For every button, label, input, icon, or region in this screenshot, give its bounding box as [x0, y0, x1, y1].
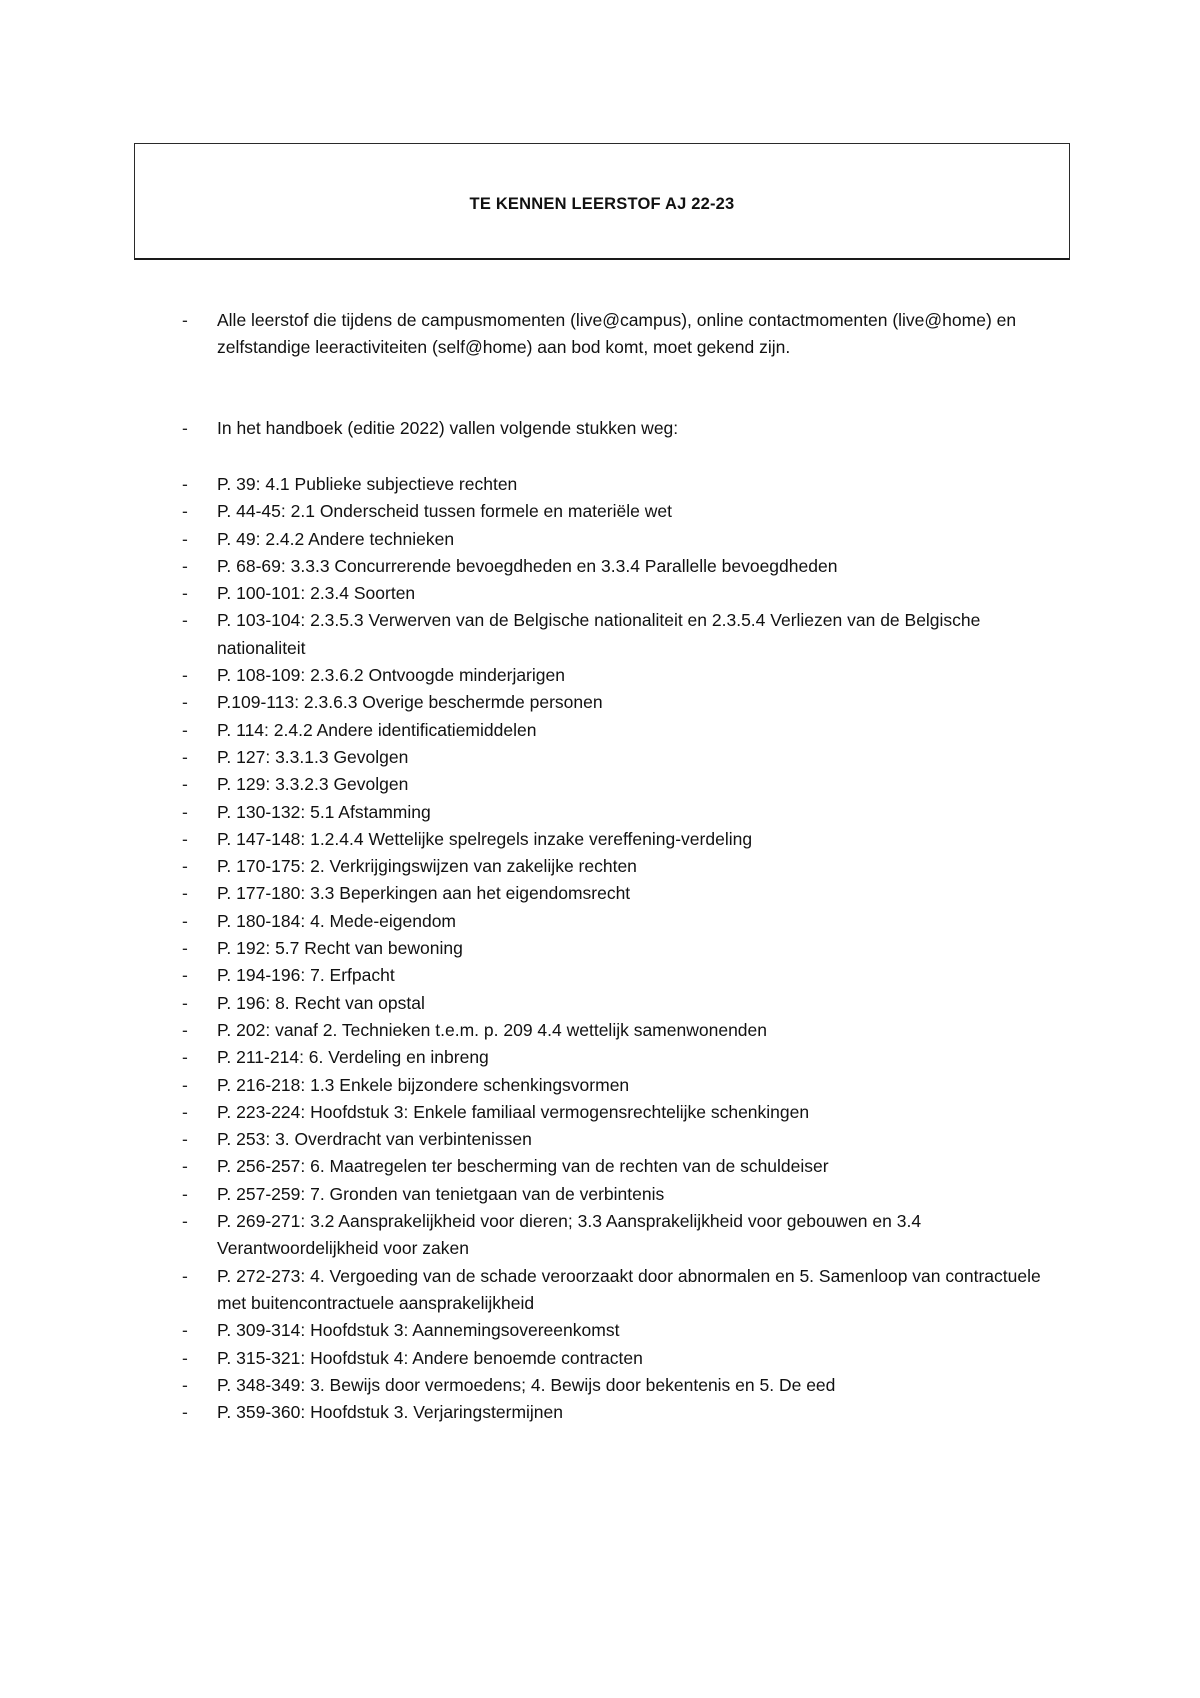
list-item: [182, 553, 1062, 580]
list-item: [182, 717, 1062, 744]
list-item-text: P. 359-360: Hoofdstuk 3. Verjaringstermijnen: [217, 1402, 563, 1423]
intro-list: [182, 307, 1062, 442]
list-item-text: P. 108-109: 2.3.6.2 Ontvoogde minderjarigen: [217, 665, 565, 686]
list-item: [182, 1099, 1062, 1126]
bullet-dash: -: [182, 1402, 188, 1423]
list-item-text: P. 196: 8. Recht van opstal: [217, 992, 425, 1013]
list-item: [182, 1044, 1062, 1071]
bullet-dash: -: [182, 528, 188, 549]
list-item-text: P. 129: 3.3.2.3 Gevolgen: [217, 774, 409, 795]
list-item: [182, 880, 1062, 907]
list-item-text: P. 257-259: 7. Gronden van tenietgaan van de verbintenis: [217, 1183, 665, 1204]
list-item-text: P. 44-45: 2.1 Onderscheid tussen formele en materiële wet: [217, 501, 672, 522]
bullet-dash: -: [182, 938, 188, 959]
bullet-dash: -: [182, 1347, 188, 1368]
list-item-text: P. 127: 3.3.1.3 Gevolgen: [217, 746, 409, 767]
list-item: [182, 853, 1062, 880]
list-item: [182, 962, 1062, 989]
list-item-text: P. 192: 5.7 Recht van bewoning: [217, 938, 463, 959]
document-title: TE KENNEN LEERSTOF AJ 22-23: [469, 194, 735, 213]
bullet-dash: -: [182, 310, 188, 330]
bullet-dash: -: [182, 719, 188, 740]
list-item-text: P. 315-321: Hoofdstuk 4: Andere benoemde contracten: [217, 1347, 643, 1368]
list-item-text: P. 223-224: Hoofdstuk 3: Enkele familiaal vermogensrechtelijke schenkingen: [217, 1101, 810, 1122]
bullet-dash: -: [182, 1129, 188, 1150]
bullet-dash: -: [182, 883, 188, 904]
bullet-dash: -: [182, 1265, 188, 1286]
list-item: [182, 935, 1062, 962]
title-box: [134, 143, 1070, 260]
intro-item-text: Alle leerstof die tijdens de campusmomenten (live@campus), online contactmomenten (live@home) en zelfstandige leeractiviteiten (self@home) aan bod komt, moet gekend zijn.: [217, 310, 1017, 357]
list-item-text: P.109-113: 2.3.6.3 Overige beschermde personen: [217, 692, 603, 713]
intro-item-text: In het handboek (editie 2022) vallen volgende stukken weg:: [217, 418, 679, 438]
list-item-text: P. 272-273: 4. Vergoeding van de schade veroorzaakt door abnormalen en 5. Samenloop van contractuele met buitencontractuele aansprakelijkheid: [217, 1265, 1041, 1313]
list-item: [182, 771, 1062, 798]
bullet-dash: -: [182, 583, 188, 604]
list-item: [182, 1072, 1062, 1099]
list-item-text: P. 269-271: 3.2 Aansprakelijkheid voor dieren; 3.3 Aansprakelijkheid voor gebouwen en 3.4 Verantwoordelijkheid voor zaken: [217, 1211, 922, 1259]
bullet-dash: -: [182, 801, 188, 822]
list-item-text: P. 309-314: Hoofdstuk 3: Aannemingsovereenkomst: [217, 1320, 620, 1341]
list-item: [182, 1372, 1062, 1399]
bullet-dash: -: [182, 474, 188, 494]
list-item: [182, 990, 1062, 1017]
list-item-text: P. 256-257: 6. Maatregelen ter bescherming van de rechten van de schuldeiser: [217, 1156, 829, 1177]
list-item-text: P. 49: 2.4.2 Andere technieken: [217, 528, 455, 549]
list-item: [182, 1263, 1062, 1318]
bullet-dash: -: [182, 1374, 188, 1395]
list-item: [182, 689, 1062, 716]
list-item-text: P. 114: 2.4.2 Andere identificatiemiddelen: [217, 719, 537, 740]
list-item-text: P. 177-180: 3.3 Beperkingen aan het eigendomsrecht: [217, 883, 631, 904]
list-item-text: P. 348-349: 3. Bewijs door vermoedens; 4. Bewijs door bekentenis en 5. De eed: [217, 1374, 836, 1395]
bullet-dash: -: [182, 992, 188, 1013]
list-item-text: P. 147-148: 1.2.4.4 Wettelijke spelregels inzake vereffening-verdeling: [217, 828, 753, 849]
bullet-dash: -: [182, 1047, 188, 1068]
bullet-dash: -: [182, 746, 188, 767]
bullet-dash: -: [182, 610, 188, 631]
bullet-dash: -: [182, 910, 188, 931]
bullet-dash: -: [182, 965, 188, 986]
bullet-dash: -: [182, 692, 188, 713]
list-item: [182, 1208, 1062, 1263]
list-item: [182, 1399, 1062, 1426]
list-item: [182, 1126, 1062, 1153]
bullet-dash: -: [182, 856, 188, 877]
bullet-dash: -: [182, 1320, 188, 1341]
bullet-dash: -: [182, 555, 188, 576]
list-item-text: P. 216-218: 1.3 Enkele bijzondere schenkingsvormen: [217, 1074, 630, 1095]
bullet-dash: -: [182, 774, 188, 795]
bullet-dash: -: [182, 1074, 188, 1095]
list-item: [182, 1153, 1062, 1180]
bullet-dash: -: [182, 1183, 188, 1204]
intro-item: [182, 415, 1062, 442]
list-item: [182, 744, 1062, 771]
bullet-dash: -: [182, 418, 188, 438]
list-item-text: P. 253: 3. Overdracht van verbintenissen: [217, 1129, 532, 1150]
removed-sections-list: [182, 471, 1062, 1426]
list-item: [182, 826, 1062, 853]
list-item-text: P. 211-214: 6. Verdeling en inbreng: [217, 1047, 489, 1068]
list-item: [182, 1317, 1062, 1344]
bullet-dash: -: [182, 1019, 188, 1040]
list-item-text: P. 68-69: 3.3.3 Concurrerende bevoegdheden en 3.3.4 Parallelle bevoegdheden: [217, 555, 838, 576]
list-item: [182, 607, 1062, 662]
list-item: [182, 1345, 1062, 1372]
bullet-dash: -: [182, 828, 188, 849]
list-item-text: P. 194-196: 7. Erfpacht: [217, 965, 395, 986]
list-item-text: P. 39: 4.1 Publieke subjectieve rechten: [217, 474, 518, 494]
list-item-text: P. 100-101: 2.3.4 Soorten: [217, 583, 416, 604]
intro-item: [182, 307, 1062, 361]
list-item: [182, 662, 1062, 689]
list-item-text: P. 130-132: 5.1 Afstamming: [217, 801, 431, 822]
list-item: [182, 908, 1062, 935]
bullet-dash: -: [182, 1211, 188, 1232]
list-item: [182, 580, 1062, 607]
list-item-text: P. 202: vanaf 2. Technieken t.e.m. p. 209 4.4 wettelijk samenwonenden: [217, 1019, 767, 1040]
bullet-dash: -: [182, 1156, 188, 1177]
list-item: [182, 498, 1062, 525]
bullet-dash: -: [182, 665, 188, 686]
list-item: [182, 799, 1062, 826]
list-item-text: P. 170-175: 2. Verkrijgingswijzen van zakelijke rechten: [217, 856, 637, 877]
bullet-dash: -: [182, 501, 188, 522]
bullet-dash: -: [182, 1101, 188, 1122]
list-item: [182, 471, 1062, 498]
list-item: [182, 1181, 1062, 1208]
list-item-text: P. 103-104: 2.3.5.3 Verwerven van de Belgische nationaliteit en 2.3.5.4 Verliezen van de Belgische nationaliteit: [217, 610, 981, 658]
list-item: [182, 526, 1062, 553]
list-item-text: P. 180-184: 4. Mede-eigendom: [217, 910, 457, 931]
list-item: [182, 1017, 1062, 1044]
